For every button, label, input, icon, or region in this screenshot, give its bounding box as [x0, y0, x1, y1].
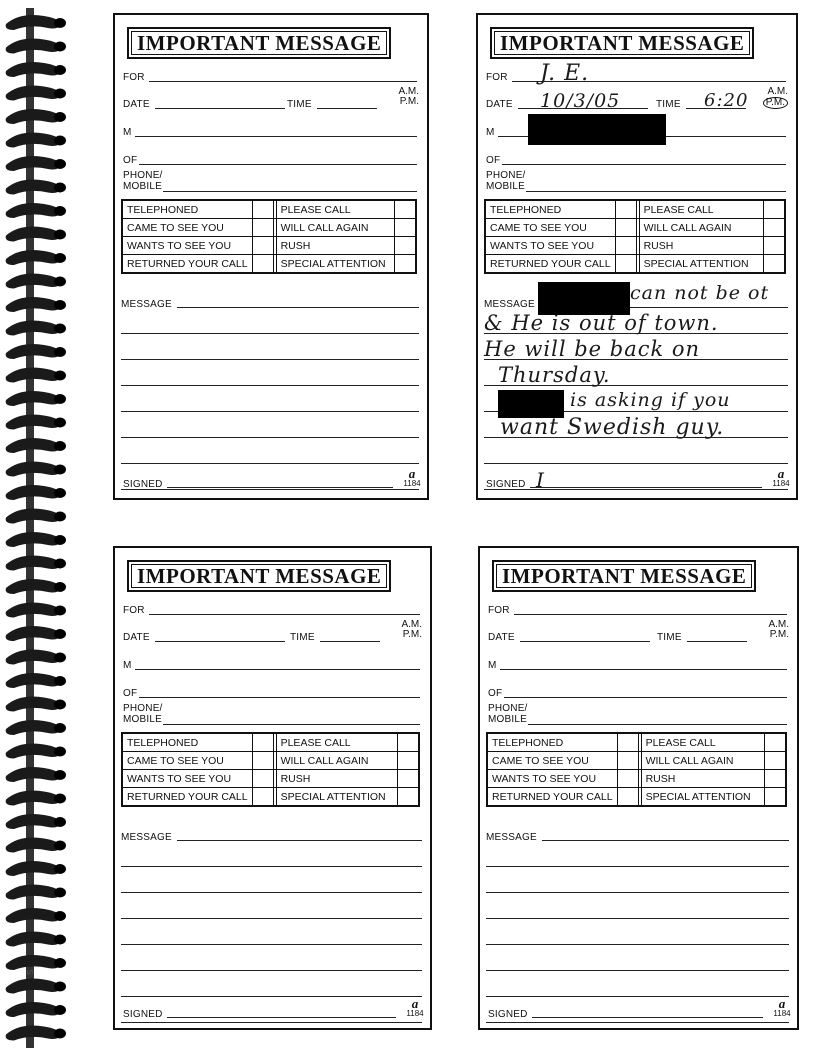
checklist-item-label: SPECIAL ATTENTION: [276, 255, 394, 274]
mobile-label: MOBILE: [123, 181, 162, 192]
for-label: FOR: [486, 72, 508, 83]
checklist-row: [122, 219, 416, 237]
date-value: 10/3/05: [540, 90, 621, 112]
of-line[interactable]: [139, 164, 417, 165]
checklist-checkbox[interactable]: [395, 255, 417, 274]
for-line[interactable]: [149, 614, 420, 615]
m-line[interactable]: [135, 669, 420, 670]
am-pm-indicator: [385, 87, 419, 107]
checklist-checkbox[interactable]: [765, 752, 787, 770]
slip-title: IMPORTANT MESSAGE: [127, 27, 391, 59]
of-label: OF: [123, 155, 138, 166]
checklist-checkbox[interactable]: [764, 255, 786, 274]
checklist-item-label: RUSH: [276, 237, 394, 255]
of-line[interactable]: [502, 164, 786, 165]
checklist-item-label: CAME TO SEE YOU: [122, 752, 252, 770]
binding-hole: [54, 935, 66, 945]
phone-label: PHONE/: [123, 703, 163, 714]
checklist-checkbox[interactable]: [252, 200, 273, 219]
checklist-row: [485, 255, 785, 274]
message-label: MESSAGE: [121, 299, 172, 310]
checklist-row: [485, 219, 785, 237]
checklist-item-label: RETURNED YOUR CALL: [485, 255, 615, 274]
message-line[interactable]: [121, 996, 422, 997]
message-line[interactable]: [121, 892, 422, 893]
checklist-item-label: SPECIAL ATTENTION: [639, 255, 763, 274]
of-line[interactable]: [504, 697, 787, 698]
message-line[interactable]: [121, 437, 419, 438]
brand-logo-mark: a: [411, 996, 419, 1011]
binding-hole: [54, 864, 66, 874]
time-label: TIME: [290, 632, 315, 643]
signed-value: I: [536, 468, 545, 492]
spiral-binding: [0, 0, 80, 1056]
time-line[interactable]: [687, 641, 747, 642]
message-line[interactable]: [121, 970, 422, 971]
message-line[interactable]: [486, 944, 789, 945]
binding-hole: [54, 488, 66, 498]
message-line[interactable]: [486, 970, 789, 971]
message-line[interactable]: [486, 996, 789, 997]
brand-logo: [404, 998, 426, 1018]
message-line[interactable]: [486, 866, 789, 867]
checklist-item-label: RUSH: [641, 770, 764, 788]
phone-label: PHONE/: [486, 170, 526, 181]
date-line[interactable]: [520, 641, 650, 642]
signed-line[interactable]: [167, 1017, 396, 1018]
for-line[interactable]: [149, 81, 417, 82]
checklist-checkbox[interactable]: [765, 733, 787, 752]
signed-label: SIGNED: [123, 1009, 163, 1020]
binding-hole: [54, 18, 66, 28]
checklist-row: [122, 788, 419, 807]
checklist-item-label: PLEASE CALL: [641, 733, 764, 752]
for-label: FOR: [123, 72, 145, 83]
message-value-line: can not be ot: [630, 282, 770, 304]
slip-title: IMPORTANT MESSAGE: [492, 560, 756, 592]
binding-hole: [54, 42, 66, 52]
checklist: [486, 732, 787, 807]
am-label: A.M.: [767, 86, 788, 97]
checklist: [121, 199, 417, 274]
message-line[interactable]: [121, 359, 419, 360]
of-line[interactable]: [139, 697, 420, 698]
checklist-item-label: RETURNED YOUR CALL: [122, 788, 252, 807]
signed-line[interactable]: [167, 487, 393, 488]
checklist-checkbox[interactable]: [252, 255, 273, 274]
am-label: A.M.: [398, 86, 419, 97]
binding-hole: [54, 136, 66, 146]
binding-hole: [54, 441, 66, 451]
binding-hole: [54, 324, 66, 334]
phone-line[interactable]: [163, 724, 420, 725]
slip-title: IMPORTANT MESSAGE: [490, 27, 754, 59]
checklist-checkbox[interactable]: [617, 770, 638, 788]
of-label: OF: [488, 688, 503, 699]
for-line[interactable]: [514, 614, 787, 615]
message-line[interactable]: [486, 1022, 789, 1023]
brand-logo: [770, 468, 792, 488]
message-line[interactable]: [486, 918, 789, 919]
checklist-row: [122, 770, 419, 788]
checklist-item-label: PLEASE CALL: [276, 200, 394, 219]
date-label: DATE: [123, 99, 150, 110]
pm-wrap: [755, 630, 789, 640]
checklist-row: [487, 788, 786, 807]
binding-hole: [54, 723, 66, 733]
form-number: 1184: [406, 1009, 424, 1018]
phone-line[interactable]: [526, 191, 786, 192]
mobile-label: MOBILE: [488, 714, 527, 725]
binding-hole: [54, 253, 66, 263]
checklist-item-label: RETURNED YOUR CALL: [122, 255, 252, 274]
checklist-checkbox[interactable]: [252, 788, 273, 807]
checklist-checkbox[interactable]: [617, 752, 638, 770]
gutter-stamp: S: [26, 969, 35, 975]
redaction-box: [498, 390, 564, 418]
brand-logo: [401, 468, 423, 488]
checklist-row: [487, 733, 786, 752]
checklist-checkbox[interactable]: [617, 788, 638, 807]
am-pm-indicator: [754, 87, 788, 109]
am-label: A.M.: [401, 619, 422, 630]
for-value: J. E.: [540, 61, 590, 86]
form-number: 1184: [403, 479, 421, 488]
message-slip: [478, 546, 799, 1030]
checklist-row: [122, 752, 419, 770]
binding-hole: [54, 394, 66, 404]
checklist-item-label: WANTS TO SEE YOU: [122, 237, 252, 255]
checklist-item-label: CAME TO SEE YOU: [485, 219, 615, 237]
signed-label: SIGNED: [488, 1009, 528, 1020]
date-line[interactable]: [155, 108, 285, 109]
am-pm-indicator: [755, 620, 789, 640]
m-label: M: [486, 127, 495, 138]
date-label: DATE: [123, 632, 150, 643]
of-label: OF: [486, 155, 501, 166]
signed-label: SIGNED: [123, 479, 163, 490]
checklist-checkbox[interactable]: [398, 752, 420, 770]
form-number: 1184: [773, 1009, 791, 1018]
binding-hole: [54, 465, 66, 475]
checklist-checkbox[interactable]: [765, 770, 787, 788]
checklist-checkbox[interactable]: [395, 200, 417, 219]
brand-logo-mark: a: [408, 466, 416, 481]
binding-hole: [54, 911, 66, 921]
signed-label: SIGNED: [486, 479, 526, 490]
checklist-item-label: WILL CALL AGAIN: [641, 752, 764, 770]
signed-line[interactable]: [532, 1017, 763, 1018]
checklist-checkbox[interactable]: [764, 200, 786, 219]
message-line[interactable]: [484, 489, 788, 490]
m-label: M: [123, 127, 132, 138]
binding-hole: [54, 1029, 66, 1039]
message-value-line: is asking if you: [570, 389, 731, 411]
date-label: DATE: [488, 632, 515, 643]
binding-hole: [54, 89, 66, 99]
checklist-checkbox[interactable]: [252, 237, 273, 255]
m-label: M: [123, 660, 132, 671]
m-line[interactable]: [135, 136, 417, 137]
brand-logo-mark: a: [778, 996, 786, 1011]
time-line[interactable]: [317, 108, 377, 109]
binding-hole: [54, 371, 66, 381]
binding-hole: [54, 794, 66, 804]
checklist-checkbox[interactable]: [252, 770, 273, 788]
phone-line[interactable]: [163, 191, 417, 192]
message-label: MESSAGE: [486, 832, 537, 843]
binding-hole: [54, 535, 66, 545]
checklist-item-label: WILL CALL AGAIN: [276, 752, 397, 770]
binding-hole: [54, 841, 66, 851]
pm-label: P.M.: [769, 629, 789, 640]
checklist: [121, 732, 420, 807]
binding-hole: [54, 559, 66, 569]
checklist-item-label: TELEPHONED: [122, 733, 252, 752]
checklist-checkbox[interactable]: [252, 752, 273, 770]
checklist-item-label: RUSH: [276, 770, 397, 788]
brand-logo-mark: a: [777, 466, 785, 481]
signed-line[interactable]: [530, 487, 762, 488]
binding-hole: [54, 606, 66, 616]
pm-label: P.M.: [763, 97, 788, 109]
checklist-checkbox[interactable]: [615, 255, 636, 274]
checklist-item-label: SPECIAL ATTENTION: [641, 788, 764, 807]
redaction-box: [528, 114, 666, 145]
message-line[interactable]: [542, 840, 789, 841]
checklist-row: [122, 200, 416, 219]
mobile-label: MOBILE: [486, 181, 525, 192]
date-label: DATE: [486, 99, 513, 110]
am-label: A.M.: [768, 619, 789, 630]
for-label: FOR: [123, 605, 145, 616]
message-line[interactable]: [121, 944, 422, 945]
message-value-line: want Swedish guy.: [500, 415, 725, 440]
message-slip: [113, 13, 429, 500]
message-line[interactable]: [121, 489, 419, 490]
am-pm-indicator: [388, 620, 422, 640]
time-line[interactable]: [320, 641, 380, 642]
phone-line[interactable]: [528, 724, 787, 725]
binding-hole: [54, 277, 66, 287]
checklist-checkbox[interactable]: [395, 237, 417, 255]
message-line[interactable]: [121, 918, 422, 919]
message-value-line: He will be back on: [484, 337, 701, 361]
binding-hole: [54, 629, 66, 639]
checklist-checkbox[interactable]: [398, 788, 420, 807]
binding-hole: [54, 888, 66, 898]
checklist-item-label: RUSH: [639, 237, 763, 255]
binding-hole: [54, 770, 66, 780]
phone-label: PHONE/: [123, 170, 163, 181]
binding-hole: [54, 747, 66, 757]
message-line[interactable]: [121, 333, 419, 334]
pm-wrap: [388, 630, 422, 640]
binding-hole: [54, 347, 66, 357]
binding-hole: [54, 183, 66, 193]
checklist-item-label: WANTS TO SEE YOU: [485, 237, 615, 255]
binding-hole: [54, 582, 66, 592]
pm-wrap: [385, 97, 419, 107]
for-label: FOR: [488, 605, 510, 616]
binding-hole: [54, 159, 66, 169]
checklist-checkbox[interactable]: [252, 733, 273, 752]
checklist-item-label: RETURNED YOUR CALL: [487, 788, 617, 807]
checklist-item-label: TELEPHONED: [122, 200, 252, 219]
checklist-item-label: PLEASE CALL: [639, 200, 763, 219]
checklist-item-label: TELEPHONED: [485, 200, 615, 219]
pm-label: P.M.: [399, 96, 419, 107]
form-number: 1184: [772, 479, 790, 488]
m-line[interactable]: [500, 669, 787, 670]
m-label: M: [488, 660, 497, 671]
checklist-item-label: WANTS TO SEE YOU: [487, 770, 617, 788]
binding-hole: [54, 112, 66, 122]
brand-logo: [771, 998, 793, 1018]
checklist-checkbox[interactable]: [765, 788, 787, 807]
checklist-row: [487, 770, 786, 788]
message-label: MESSAGE: [484, 299, 535, 310]
checklist-checkbox[interactable]: [617, 733, 638, 752]
mobile-label: MOBILE: [123, 714, 162, 725]
time-value: 6:20: [704, 90, 749, 111]
message-slip: [113, 546, 432, 1030]
checklist-row: [485, 200, 785, 219]
checklist-checkbox[interactable]: [615, 237, 636, 255]
checklist-row: [487, 752, 786, 770]
checklist-item-label: CAME TO SEE YOU: [487, 752, 617, 770]
binding-hole: [54, 65, 66, 75]
binding-hole: [54, 817, 66, 827]
binding-hole: [54, 676, 66, 686]
binding-hole: [54, 206, 66, 216]
checklist-row: [122, 255, 416, 274]
message-line[interactable]: [177, 307, 419, 308]
binding-hole: [54, 418, 66, 428]
checklist-checkbox[interactable]: [398, 733, 420, 752]
checklist-item-label: CAME TO SEE YOU: [122, 219, 252, 237]
checklist-row: [122, 733, 419, 752]
binding-hole: [54, 700, 66, 710]
message-label: MESSAGE: [121, 832, 172, 843]
phone-label: PHONE/: [488, 703, 528, 714]
message-line[interactable]: [121, 866, 422, 867]
message-line[interactable]: [486, 892, 789, 893]
message-value-line: & He is out of town.: [484, 311, 719, 335]
binding-hole: [54, 512, 66, 522]
checklist-checkbox[interactable]: [764, 237, 786, 255]
binding-hole: [54, 300, 66, 310]
of-label: OF: [123, 688, 138, 699]
message-line[interactable]: [121, 385, 419, 386]
binding-hole: [54, 1005, 66, 1015]
time-label: TIME: [287, 99, 312, 110]
spiral-coils: [0, 0, 80, 1056]
pm-wrap: [754, 97, 788, 109]
binding-hole: [54, 982, 66, 992]
time-label: TIME: [657, 632, 682, 643]
checklist-item-label: WILL CALL AGAIN: [276, 219, 394, 237]
checklist-checkbox[interactable]: [398, 770, 420, 788]
slip-title: IMPORTANT MESSAGE: [127, 560, 391, 592]
message-line[interactable]: [121, 411, 419, 412]
message-line[interactable]: [177, 840, 422, 841]
checklist-item-label: TELEPHONED: [487, 733, 617, 752]
binding-hole: [54, 230, 66, 240]
checklist-checkbox[interactable]: [615, 200, 636, 219]
checklist-item-label: WANTS TO SEE YOU: [122, 770, 252, 788]
checklist-checkbox[interactable]: [395, 219, 417, 237]
message-value-line: Thursday.: [498, 363, 611, 387]
binding-hole: [54, 958, 66, 968]
message-line[interactable]: [121, 1022, 422, 1023]
checklist-checkbox[interactable]: [764, 219, 786, 237]
time-label: TIME: [656, 99, 681, 110]
checklist-item-label: PLEASE CALL: [276, 733, 397, 752]
pm-label: P.M.: [402, 629, 422, 640]
checklist-checkbox[interactable]: [252, 219, 273, 237]
binding-hole: [54, 653, 66, 663]
checklist-checkbox[interactable]: [615, 219, 636, 237]
message-line[interactable]: [121, 463, 419, 464]
checklist-item-label: WILL CALL AGAIN: [639, 219, 763, 237]
message-line[interactable]: [484, 463, 788, 464]
checklist-row: [485, 237, 785, 255]
message-slip: [476, 13, 798, 500]
checklist-row: [122, 237, 416, 255]
checklist-item-label: SPECIAL ATTENTION: [276, 788, 397, 807]
checklist: [484, 199, 786, 274]
date-line[interactable]: [155, 641, 285, 642]
